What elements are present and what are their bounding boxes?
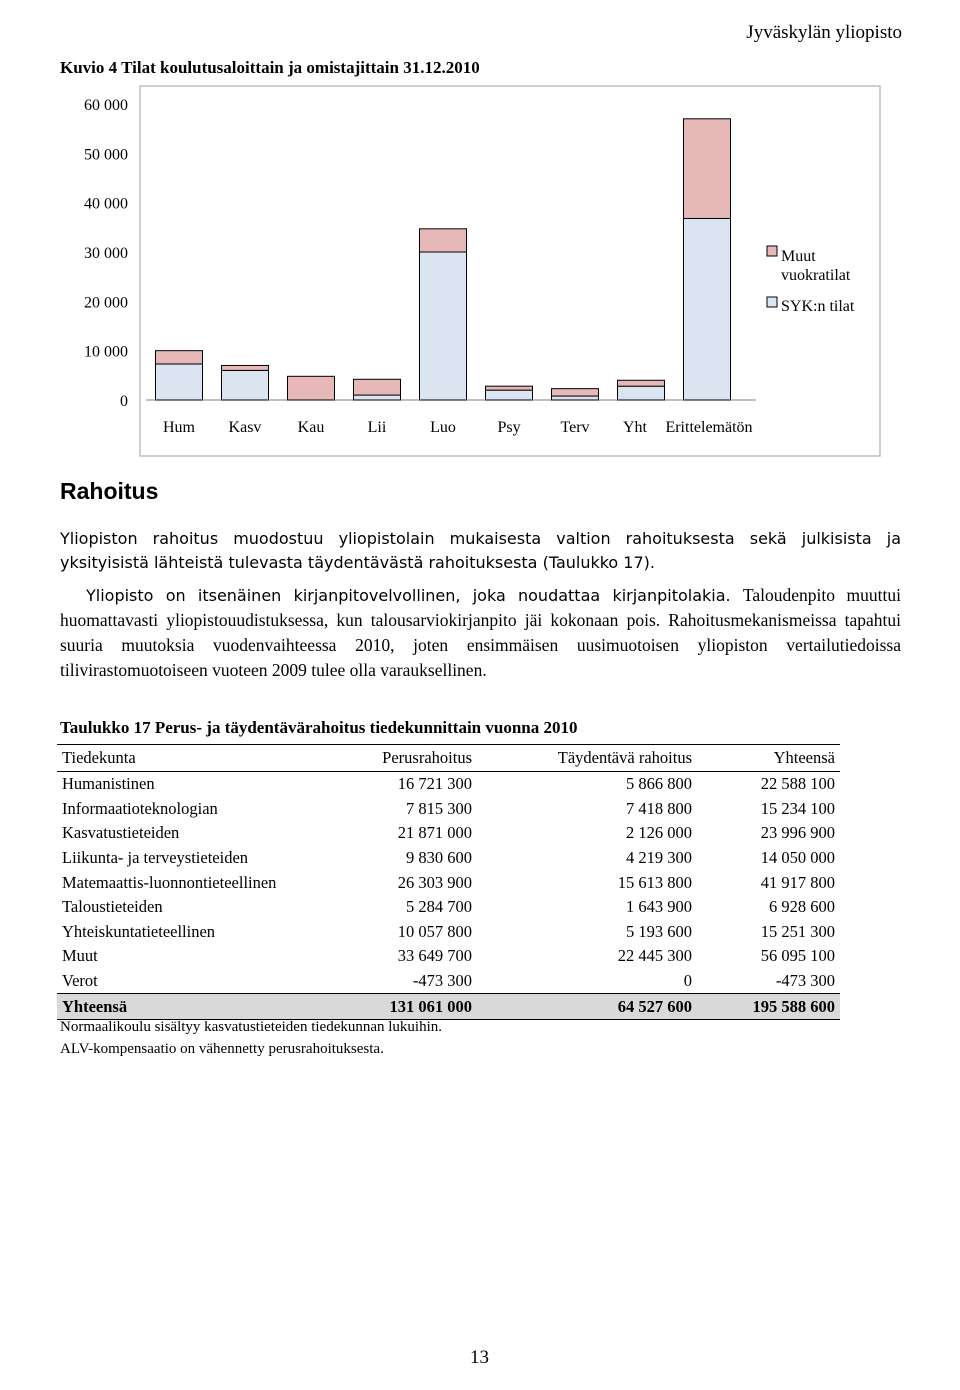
table-row — [57, 797, 840, 822]
cell-basic-funding: 16 721 300 — [397, 774, 472, 794]
cell-total: 195 588 600 — [697, 994, 840, 1020]
bar-chart — [0, 80, 960, 460]
header-university: Jyväskylän yliopisto — [746, 22, 902, 43]
bar-syk-lii — [354, 395, 401, 400]
cell-total: 56 095 100 — [760, 946, 835, 966]
page-number: 13 — [470, 1347, 489, 1368]
table-note-1: Normaalikoulu sisältyy kasvatustieteiden tiedekunnan lukuihin. — [60, 1019, 443, 1035]
bar-muut-terv — [552, 389, 599, 396]
table-header-row — [57, 745, 840, 772]
cell-basic-funding: 7 815 300 — [406, 798, 472, 818]
cell-supplementary-funding: 64 527 600 — [477, 994, 697, 1020]
bar-syk-luo — [420, 252, 467, 400]
bar-muut-lii — [354, 379, 401, 395]
legend-swatch-syk — [767, 297, 777, 307]
cell-total: 15 234 100 — [760, 798, 835, 818]
paragraph-1: Yliopiston rahoitus muodostuu yliopistolain mukaisesta valtion rahoituksesta sekä julkisista ja yksityisistä lähteistä tulevasta täydentävästä rahoituksesta (Taulukko 17). — [60, 529, 901, 572]
cell-faculty: Yhteensä — [57, 994, 307, 1020]
paragraph-2-wrapper — [60, 583, 901, 683]
bar-syk-yht — [618, 386, 665, 400]
table-row — [57, 944, 840, 969]
cell-supplementary-funding: 0 — [683, 971, 692, 991]
cell-total: 15 251 300 — [760, 921, 835, 941]
legend-swatch-muut — [767, 246, 777, 256]
x-tick-label: Kau — [297, 419, 325, 436]
legend-label-syk: SYK:n tilat — [781, 298, 855, 315]
legend-label-muut-1: Muut — [781, 248, 816, 265]
cell-basic-funding: 33 649 700 — [397, 946, 472, 966]
y-tick-label: 10 000 — [84, 343, 128, 361]
cell-supplementary-funding: 5 866 800 — [626, 774, 692, 794]
y-tick-label: 30 000 — [84, 245, 128, 262]
cell-supplementary-funding: 4 219 300 — [626, 848, 692, 868]
table-row — [57, 870, 840, 895]
bar-muut-kasv — [222, 365, 269, 370]
cell-supplementary-funding: 5 193 600 — [626, 921, 692, 941]
bar-muut-hum — [156, 351, 203, 364]
cell-faculty: Kasvatustieteiden — [62, 823, 180, 843]
table-total-row — [57, 994, 840, 1020]
cell-total: 14 050 000 — [760, 848, 835, 868]
bar-syk-kasv — [222, 370, 269, 400]
cell-basic-funding: 131 061 000 — [307, 994, 477, 1020]
table-row — [57, 772, 840, 797]
cell-supplementary-funding: 15 613 800 — [617, 872, 692, 892]
column-header-faculty: Tiedekunta — [57, 745, 307, 772]
table-row — [57, 846, 840, 871]
bar-muut-psy — [486, 386, 533, 390]
x-tick-label: Lii — [367, 419, 387, 436]
cell-total: -473 300 — [775, 971, 835, 991]
table-row — [57, 969, 840, 994]
table-row — [57, 920, 840, 945]
cell-basic-funding: -473 300 — [412, 971, 472, 991]
x-tick-label: Kasv — [228, 419, 262, 436]
bar-muut-erittelemätön — [684, 119, 731, 219]
paragraph-3: Taloudenpito muuttui huomattavasti yliopistouudistuksessa, kun talousarviokirjanpito jäi kokonaan pois. Rahoitusmekanismeissa tapahtui suuria muutoksia vuodenvaihteessa 2010, joten ensimmäisen uusimuotoisen yliopiston vertailutiedoissa tilivirastomuotoiseen vuoteen 2009 tulee olla varauksellinen. — [60, 585, 902, 680]
cell-total: 23 996 900 — [760, 823, 835, 843]
x-tick-label: Psy — [497, 419, 521, 436]
cell-supplementary-funding: 1 643 900 — [626, 897, 692, 917]
table-body — [57, 772, 840, 1020]
y-tick-label: 20 000 — [84, 294, 128, 312]
cell-faculty: Verot — [62, 971, 98, 991]
funding-table — [57, 744, 840, 1020]
table-note-2: ALV-kompensaatio on vähennetty perusrahoituksesta. — [60, 1041, 384, 1057]
bar-syk-hum — [156, 364, 203, 400]
cell-faculty: Humanistinen — [62, 774, 155, 794]
y-tick-label: 40 000 — [84, 195, 128, 213]
cell-basic-funding: 21 871 000 — [397, 823, 472, 843]
x-tick-label: Hum — [163, 419, 195, 436]
cell-total: 6 928 600 — [769, 897, 835, 917]
cell-total: 41 917 800 — [760, 872, 835, 892]
cell-basic-funding: 26 303 900 — [397, 872, 472, 892]
table-row — [57, 895, 840, 920]
bar-muut-yht — [618, 380, 665, 386]
bar-muut-luo — [420, 229, 467, 252]
y-axis-ticks — [84, 97, 128, 410]
y-tick-label: 60 000 — [84, 97, 128, 114]
legend-label-muut-2: vuokratilat — [781, 267, 851, 284]
x-tick-label: Luo — [430, 419, 456, 436]
column-header-supplementary-funding: Täydentävä rahoitus — [477, 745, 697, 772]
x-tick-label: Yht — [623, 419, 647, 436]
cell-supplementary-funding: 7 418 800 — [626, 798, 692, 818]
cell-basic-funding: 5 284 700 — [406, 897, 472, 917]
column-header-total: Yhteensä — [697, 745, 840, 772]
cell-faculty: Muut — [62, 946, 98, 966]
bar-syk-erittelemätön — [684, 218, 731, 400]
section-heading: Rahoitus — [60, 478, 159, 504]
table-caption: Taulukko 17 Perus- ja täydentävärahoitus tiedekunnittain vuonna 2010 — [60, 718, 578, 737]
cell-faculty: Liikunta- ja terveystieteiden — [62, 848, 249, 868]
x-tick-label: Erittelemätön — [665, 419, 753, 436]
cell-basic-funding: 10 057 800 — [397, 921, 472, 941]
column-header-basic-funding: Perusrahoitus — [307, 745, 477, 772]
cell-faculty: Taloustieteiden — [62, 897, 163, 917]
bar-syk-psy — [486, 390, 533, 400]
cell-supplementary-funding: 2 126 000 — [626, 823, 692, 843]
paragraph-2: Yliopisto on itsenäinen kirjanpitovelvollinen, joka noudattaa kirjanpitolakia. — [86, 586, 731, 605]
bar-muut-kau — [288, 376, 335, 400]
cell-basic-funding: 9 830 600 — [406, 848, 472, 868]
cell-faculty: Informaatioteknologian — [62, 798, 218, 818]
cell-faculty: Yhteiskuntatieteellinen — [62, 921, 216, 941]
cell-supplementary-funding: 22 445 300 — [617, 946, 692, 966]
cell-total: 22 588 100 — [760, 774, 835, 794]
table-row — [57, 821, 840, 846]
cell-faculty: Matemaattis-luonnontieteellinen — [62, 872, 277, 892]
x-tick-label: Terv — [560, 419, 590, 436]
y-tick-label: 0 — [120, 393, 128, 410]
figure-caption: Kuvio 4 Tilat koulutusaloittain ja omistajittain 31.12.2010 — [60, 58, 480, 77]
bar-syk-terv — [552, 396, 599, 400]
y-tick-label: 50 000 — [84, 146, 128, 164]
